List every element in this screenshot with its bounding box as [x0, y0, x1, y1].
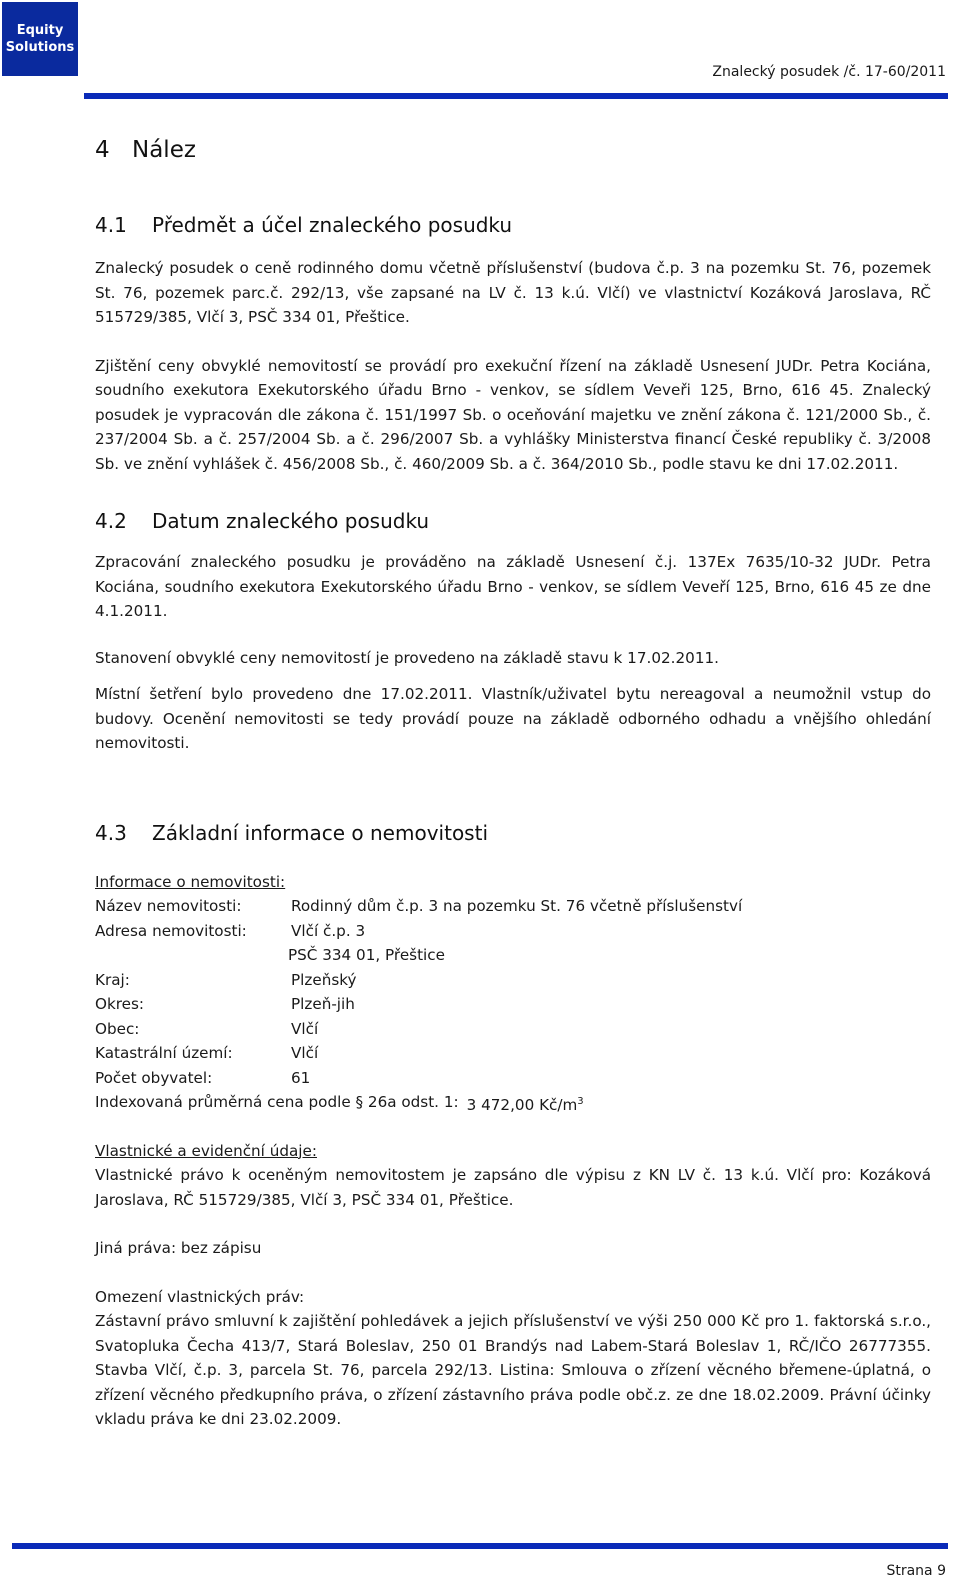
other-rights: Jiná práva: bez zápisu: [95, 1239, 262, 1257]
section-number: 4.2: [95, 509, 127, 533]
info-value: [467, 1090, 584, 1115]
company-logo: [2, 2, 78, 76]
info-label: Obec:: [95, 1019, 140, 1038]
info-label: Okres:: [95, 995, 145, 1013]
paragraph: Zástavní právo smluvní k zajištění pohledávek a jejich příslušenství ve výši 250 000 Kč pro 1. faktorská s.r.o., Svatopluka Čecha 413/7, Stará Boleslav, 250 01 Brandýs nad Labem-Stará Boleslav 1, RČ/IČO 26777355. Stavba Vlčí, č.p. 3, parcela St. 76, parcela 292/13. Listina: Smlouva o zřízení věcného břemene-úplatná, o zřízení věcného předkupního práva, o zřízení zástavního práva podle obč.z. ze dne 18.02.2009. Právní účinky vkladu práva ke dni 23.02.2009.: [95, 1312, 931, 1428]
info-row-region: [95, 968, 931, 993]
info-row-cadastral: [95, 1041, 931, 1066]
paragraph: Vlastnické právo k oceněným nemovitostem je zapsáno dle výpisu z KN LV č. 13 k.ú. Vlčí pro: Kozáková Jaroslava, RČ 515729/385, Vlčí 3, PSČ 334 01, Přeštice.: [95, 1166, 931, 1209]
info-value: Plzeň-jih: [291, 995, 355, 1013]
info-row-population: [95, 1066, 931, 1091]
price-unit-exponent: 3: [577, 1096, 584, 1107]
info-row-district: [95, 992, 931, 1017]
ownership-heading: Vlastnické a evidenční údaje:: [95, 1141, 317, 1160]
limits-heading: Omezení vlastnických práv:: [95, 1287, 305, 1306]
info-row-price: [95, 1090, 931, 1115]
section-4-2-heading: [95, 506, 931, 536]
info-heading: Informace o nemovitosti:: [95, 872, 286, 891]
section-title: Předmět a účel znaleckého posudku: [152, 213, 513, 237]
paragraph: Zjištění ceny obvyklé nemovitostí se provádí pro exekuční řízení na základě Usnesení JUDr. Petra Kociána, soudního exekutora Exekutorského úřadu Brno - venkov, se sídlem Veveři 125, Brno, 616 45. Znalecký posudek je vypracován dle zákona č. 151/1997 Sb. o oceňování majetku ve znění zákona č. 121/2000 Sb., č. 237/2004 Sb. a č. 257/2004 Sb. a č. 296/2007 Sb. a vyhlášky Ministerstva financí České republiky č. 3/2008 Sb. ve znění vyhlášek č. 456/2008 Sb., č. 460/2009 Sb. a č. 364/2010 Sb., podle stavu ke dni 17.02.2011.: [95, 356, 931, 473]
info-row-address: [95, 919, 931, 944]
info-value: Vlčí č.p. 3: [291, 921, 366, 940]
logo-line-2: Solutions: [5, 40, 75, 55]
page-content: [95, 120, 931, 1432]
info-row-name: [95, 894, 931, 919]
section-number: 4.3: [95, 820, 127, 845]
info-label: Indexovaná průměrná cena podle § 26a odst. 1:: [95, 1093, 459, 1111]
document-reference: Znalecký posudek /č. 17-60/2011: [712, 64, 946, 80]
section-number: 4: [95, 137, 110, 163]
section-number: 4.1: [95, 213, 127, 237]
info-value: Plzeňský: [291, 970, 357, 989]
info-value: Vlčí: [291, 1019, 319, 1038]
price-value: 3 472,00 Kč/m: [466, 1096, 578, 1115]
paragraph: Znalecký posudek o ceně rodinného domu včetně příslušenství (budova č.p. 3 na pozemku St. 76, pozemek St. 76, pozemek parc.č. 292/13, vše zapsané na LV č. 13 k.ú. Vlčí) ve vlastnictví Kozáková Jaroslava, RČ 515729/385, Vlčí 3, PSČ 334 01, Přeštice.: [95, 259, 931, 326]
info-label: Počet obyvatel:: [95, 1068, 213, 1087]
section-4-1-heading: [95, 210, 931, 240]
section-title: Datum znaleckého posudku: [152, 509, 430, 533]
footer-rule: [12, 1543, 948, 1549]
section-title: Základní informace o nemovitosti: [152, 820, 488, 845]
paragraph: Místní šetření bylo provedeno dne 17.02.2011. Vlastník/uživatel bytu nereagoval a neumožnil vstup do budovy. Ocenění nemovitosti se tedy provádí pouze na základě odborného odhadu a vnějšího ohledání nemovitosti.: [95, 685, 931, 752]
info-value: Vlčí: [291, 1044, 319, 1062]
page-number: Strana 9: [886, 1563, 946, 1579]
info-label: Název nemovitosti:: [95, 897, 242, 915]
info-row-municipality: [95, 1017, 931, 1042]
header-rule: [84, 93, 948, 99]
paragraph: Stanovení obvyklé ceny nemovitostí je provedeno na základě stavu k 17.02.2011.: [95, 648, 719, 667]
info-value: Rodinný dům č.p. 3 na pozemku St. 76 včetně příslušenství: [291, 897, 743, 915]
paragraph: Zpracování znaleckého posudku je prováděno na základě Usnesení č.j. 137Ex 7635/10-32 JUDr. Petra Kociána, soudního exekutora Exekutorského úřadu Brno - venkov, se sídlem Veveří 125, Brno, 616 45 ze dne 4.1.2011.: [95, 553, 931, 620]
section-4-3-heading: [95, 818, 931, 848]
section-title: Nález: [132, 137, 196, 163]
section-4-heading: [95, 130, 931, 170]
info-value: 61: [291, 1068, 311, 1087]
info-label: Kraj:: [95, 970, 130, 989]
info-label: Adresa nemovitosti:: [95, 921, 247, 940]
info-row-address-2: [95, 943, 931, 968]
info-label: Katastrální území:: [95, 1044, 233, 1062]
info-value: PSČ 334 01, Přeštice: [288, 946, 445, 964]
logo-line-1: Equity: [16, 23, 64, 38]
